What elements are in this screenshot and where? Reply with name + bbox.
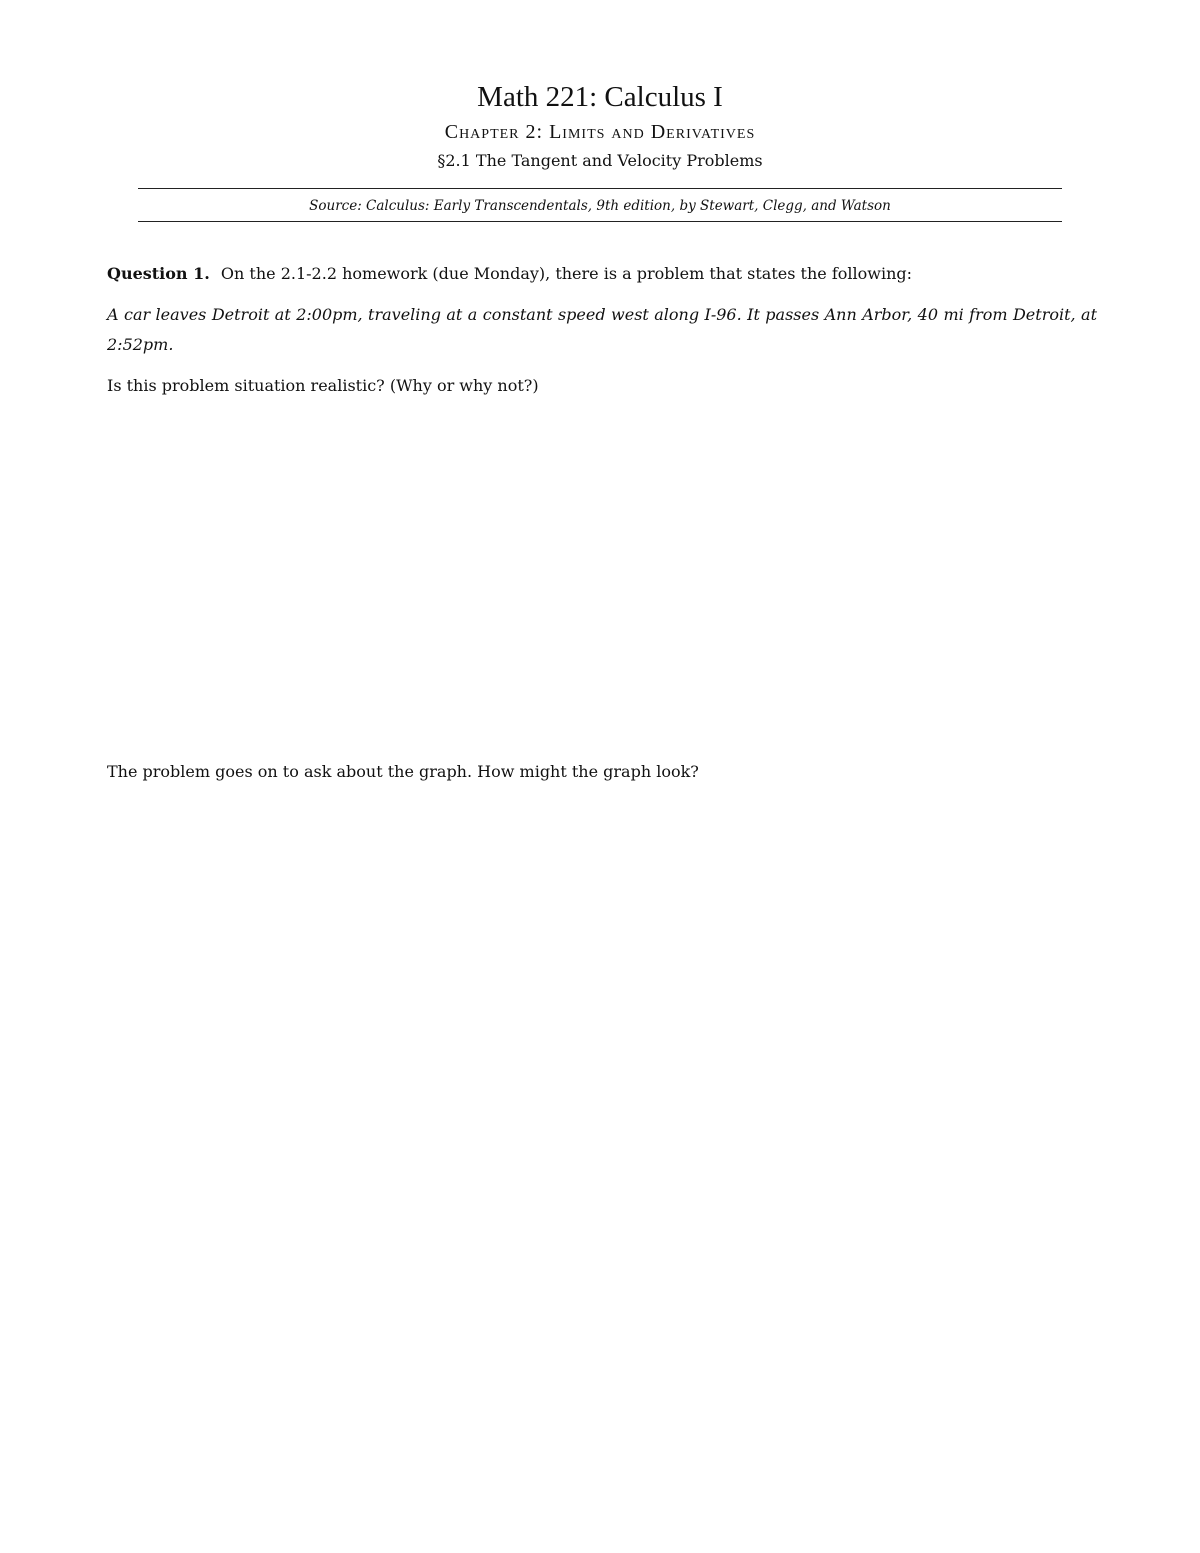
document-header [130, 78, 1070, 172]
top-divider [138, 188, 1062, 189]
question-intro: On the 2.1-2.2 homework (due Monday), there is a problem that states the following: [220, 264, 912, 283]
source-citation: Source: Calculus: Early Transcendentals, 9th edition, by Stewart, Clegg, and Watson [309, 198, 891, 214]
bottom-divider [138, 221, 1062, 222]
prompt-realistic: Is this problem situation realistic? (Why or why not?) [107, 376, 539, 395]
problem-statement: A car leaves Detroit at 2:00pm, traveling at a constant speed west along I-96. It passes Ann Arbor, 40 mi from Detroit, at 2:52pm. [107, 305, 1097, 354]
question-1 [107, 259, 1097, 289]
page-title: Math 221: Calculus I [477, 81, 723, 113]
prompt-graph: The problem goes on to ask about the graph. How might the graph look? [107, 762, 699, 781]
section-heading: §2.1 The Tangent and Velocity Problems [437, 151, 763, 170]
chapter-heading: Chapter 2: Limits and Derivatives [444, 121, 756, 143]
question-label: Question 1. [107, 264, 210, 283]
